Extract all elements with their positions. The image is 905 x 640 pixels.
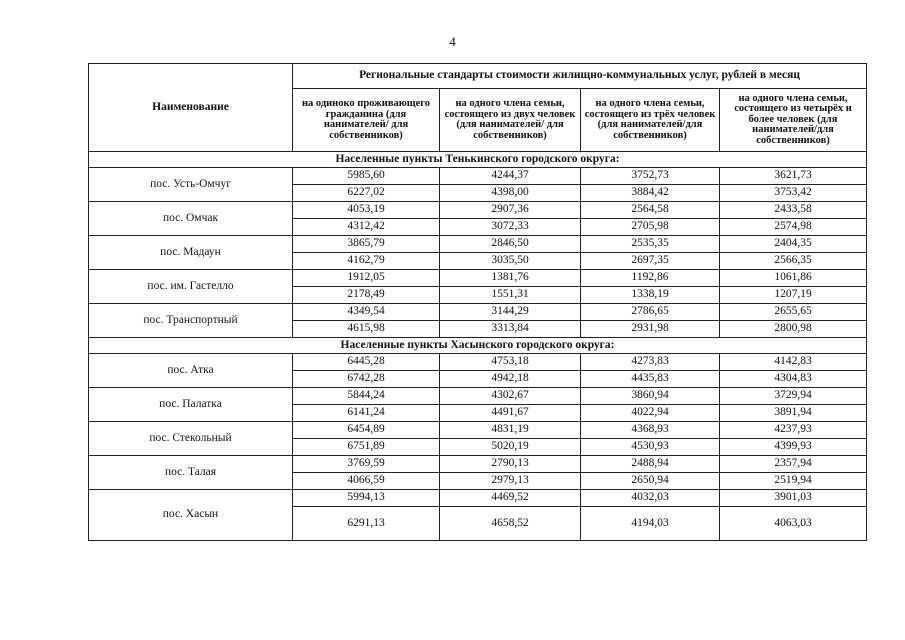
value-cell: 2655,65 [720,304,867,321]
table-row [89,270,867,287]
value-cell: 6445,28 [293,354,440,371]
value-cell: 4469,52 [440,490,581,507]
value-cell: 3035,50 [440,253,581,270]
table-row [89,236,867,253]
value-cell: 4022,94 [581,405,720,422]
table-row [89,354,867,371]
value-cell: 2357,94 [720,456,867,473]
value-cell: 6751,89 [293,439,440,456]
value-cell: 4273,83 [581,354,720,371]
value-cell: 2178,49 [293,287,440,304]
value-cell: 4032,03 [581,490,720,507]
value-cell: 1338,19 [581,287,720,304]
table-row [89,202,867,219]
value-cell: 3313,84 [440,321,581,338]
value-cell: 2846,50 [440,236,581,253]
section-header-row [89,338,867,354]
value-cell: 2564,58 [581,202,720,219]
table-row [89,456,867,473]
value-cell: 1207,19 [720,287,867,304]
value-cell: 4312,42 [293,219,440,236]
value-cell: 6742,28 [293,371,440,388]
location-name: пос. Транспортный [89,304,293,338]
value-cell: 3884,42 [581,185,720,202]
table-row [89,304,867,321]
value-cell: 5994,13 [293,490,440,507]
table-row [89,388,867,405]
value-cell: 4530,93 [581,439,720,456]
value-cell: 2705,98 [581,219,720,236]
value-cell: 2697,35 [581,253,720,270]
value-cell: 4435,83 [581,371,720,388]
value-cell: 1061,86 [720,270,867,287]
value-cell: 2790,13 [440,456,581,473]
value-cell: 4063,03 [720,507,867,541]
value-cell: 4368,93 [581,422,720,439]
column-header-name: Наименование [89,64,293,152]
value-cell: 4398,00 [440,185,581,202]
value-cell: 4302,67 [440,388,581,405]
value-cell: 2566,35 [720,253,867,270]
value-cell: 4304,83 [720,371,867,388]
group-header-title: Региональные стандарты стоимости жилищно-коммунальных услуг, рублей в месяц [293,64,867,89]
value-cell: 3144,29 [440,304,581,321]
value-cell: 4066,59 [293,473,440,490]
value-cell: 2519,94 [720,473,867,490]
value-cell: 2535,35 [581,236,720,253]
table-row [89,422,867,439]
value-cell: 4237,93 [720,422,867,439]
page-number: 4 [449,34,456,49]
location-name: пос. им. Гастелло [89,270,293,304]
value-cell: 2650,94 [581,473,720,490]
value-cell: 6291,13 [293,507,440,541]
value-cell: 3891,94 [720,405,867,422]
location-name: пос. Стекольный [89,422,293,456]
value-cell: 4142,83 [720,354,867,371]
housing-cost-standards-table [88,63,867,541]
value-cell: 4491,67 [440,405,581,422]
table-row [89,490,867,507]
location-name: пос. Атка [89,354,293,388]
column-header-single: на одиноко проживающего гражданина (для нанимателей/ для собственников) [293,89,440,152]
location-name: пос. Палатка [89,388,293,422]
value-cell: 2433,58 [720,202,867,219]
value-cell: 4615,98 [293,321,440,338]
column-header-four-plus-person: на одного члена семьи, состоящего из четырёх и более человек (для нанимателей/для собственников) [720,89,867,152]
column-header-three-person: на одного члена семьи, состоящего из трёх человек (для нанимателей/для собственников) [581,89,720,152]
value-cell: 4658,52 [440,507,581,541]
location-name: пос. Талая [89,456,293,490]
value-cell: 4194,03 [581,507,720,541]
value-cell: 4053,19 [293,202,440,219]
value-cell: 3752,73 [581,168,720,185]
location-name: пос. Мадаун [89,236,293,270]
value-cell: 2979,13 [440,473,581,490]
value-cell: 6227,02 [293,185,440,202]
section-header-row [89,152,867,168]
value-cell: 2488,94 [581,456,720,473]
value-cell: 4399,93 [720,439,867,456]
value-cell: 1551,31 [440,287,581,304]
value-cell: 5985,60 [293,168,440,185]
value-cell: 6454,89 [293,422,440,439]
table-body [89,152,867,541]
value-cell: 3901,03 [720,490,867,507]
value-cell: 4831,19 [440,422,581,439]
value-cell: 1192,86 [581,270,720,287]
location-name: пос. Хасын [89,490,293,541]
value-cell: 1912,05 [293,270,440,287]
value-cell: 3072,33 [440,219,581,236]
value-cell: 2574,98 [720,219,867,236]
value-cell: 4162,79 [293,253,440,270]
value-cell: 2931,98 [581,321,720,338]
value-cell: 2800,98 [720,321,867,338]
value-cell: 3769,59 [293,456,440,473]
column-header-two-person: на одного члена семьи, состоящего из двух человек (для нанимателей/ для собственников) [440,89,581,152]
value-cell: 6141,24 [293,405,440,422]
value-cell: 4349,54 [293,304,440,321]
section-title: Населенные пункты Хасынского городского округа: [89,338,867,354]
location-name: пос. Омчак [89,202,293,236]
value-cell: 2907,36 [440,202,581,219]
value-cell: 2786,65 [581,304,720,321]
value-cell: 3865,79 [293,236,440,253]
value-cell: 3753,42 [720,185,867,202]
value-cell: 3860,94 [581,388,720,405]
value-cell: 4942,18 [440,371,581,388]
value-cell: 1381,76 [440,270,581,287]
location-name: пос. Усть-Омчуг [89,168,293,202]
value-cell: 4244,37 [440,168,581,185]
value-cell: 4753,18 [440,354,581,371]
value-cell: 2404,35 [720,236,867,253]
table-row [89,168,867,185]
value-cell: 5844,24 [293,388,440,405]
value-cell: 3621,73 [720,168,867,185]
value-cell: 5020,19 [440,439,581,456]
section-title: Населенные пункты Тенькинского городского округа: [89,152,867,168]
value-cell: 3729,94 [720,388,867,405]
